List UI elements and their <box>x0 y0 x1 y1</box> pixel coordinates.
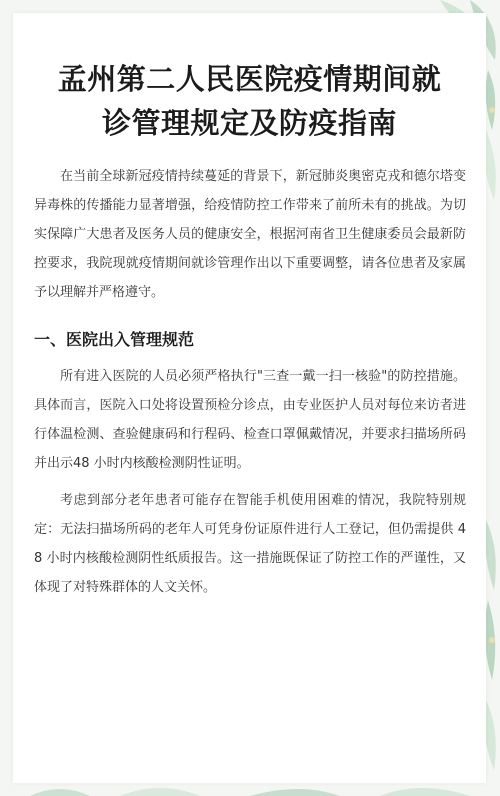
document-title-line-2: 诊管理规定及防疫指南 <box>101 106 397 140</box>
document-title-line-1: 孟州第二人民医院疫情期间就 <box>57 62 442 96</box>
section-1-paragraph-1: 所有进入医院的人员必须严格执行"三查一戴一扫一核验"的防控措施。具体而言，医院入口处将设置预检分诊点，由专业医护人员对每位来访者进行体温检测、查验健康码和行程码、检查口罩佩戴情况，并要求扫描场所码并出示48 小时内核酸检测阴性证明。 <box>34 369 466 471</box>
document-title <box>13 57 486 145</box>
section-1-paragraph-2: 考虑到部分老年患者可能存在智能手机使用困难的情况，我院特别规定：无法扫描场所码的老年人可凭身份证原件进行人工登记，但仍需提供 48 小时内核酸检测阴性纸质报告。这一措施既保证了防控工作的严谨性，又体现了对特殊群体的人文关怀。 <box>34 493 466 595</box>
document-paper <box>13 13 486 783</box>
section-1-heading: 一、医院出入管理规范 <box>34 330 195 349</box>
intro-paragraph: 在当前全球新冠疫情持续蔓延的背景下，新冠肺炎奥密克戎和德尔塔变异毒株的传播能力显著增强，给疫情防控工作带来了前所未有的挑战。为切实保障广大患者及医务人员的健康安全，根据河南省卫生健康委员会最新防控要求，我院现就疫情期间就诊管理作出以下重要调整，请各位患者及家属予以理解并严格遵守。 <box>34 169 466 300</box>
document-body <box>34 162 466 602</box>
leaf-decoration-bottom <box>30 788 470 796</box>
